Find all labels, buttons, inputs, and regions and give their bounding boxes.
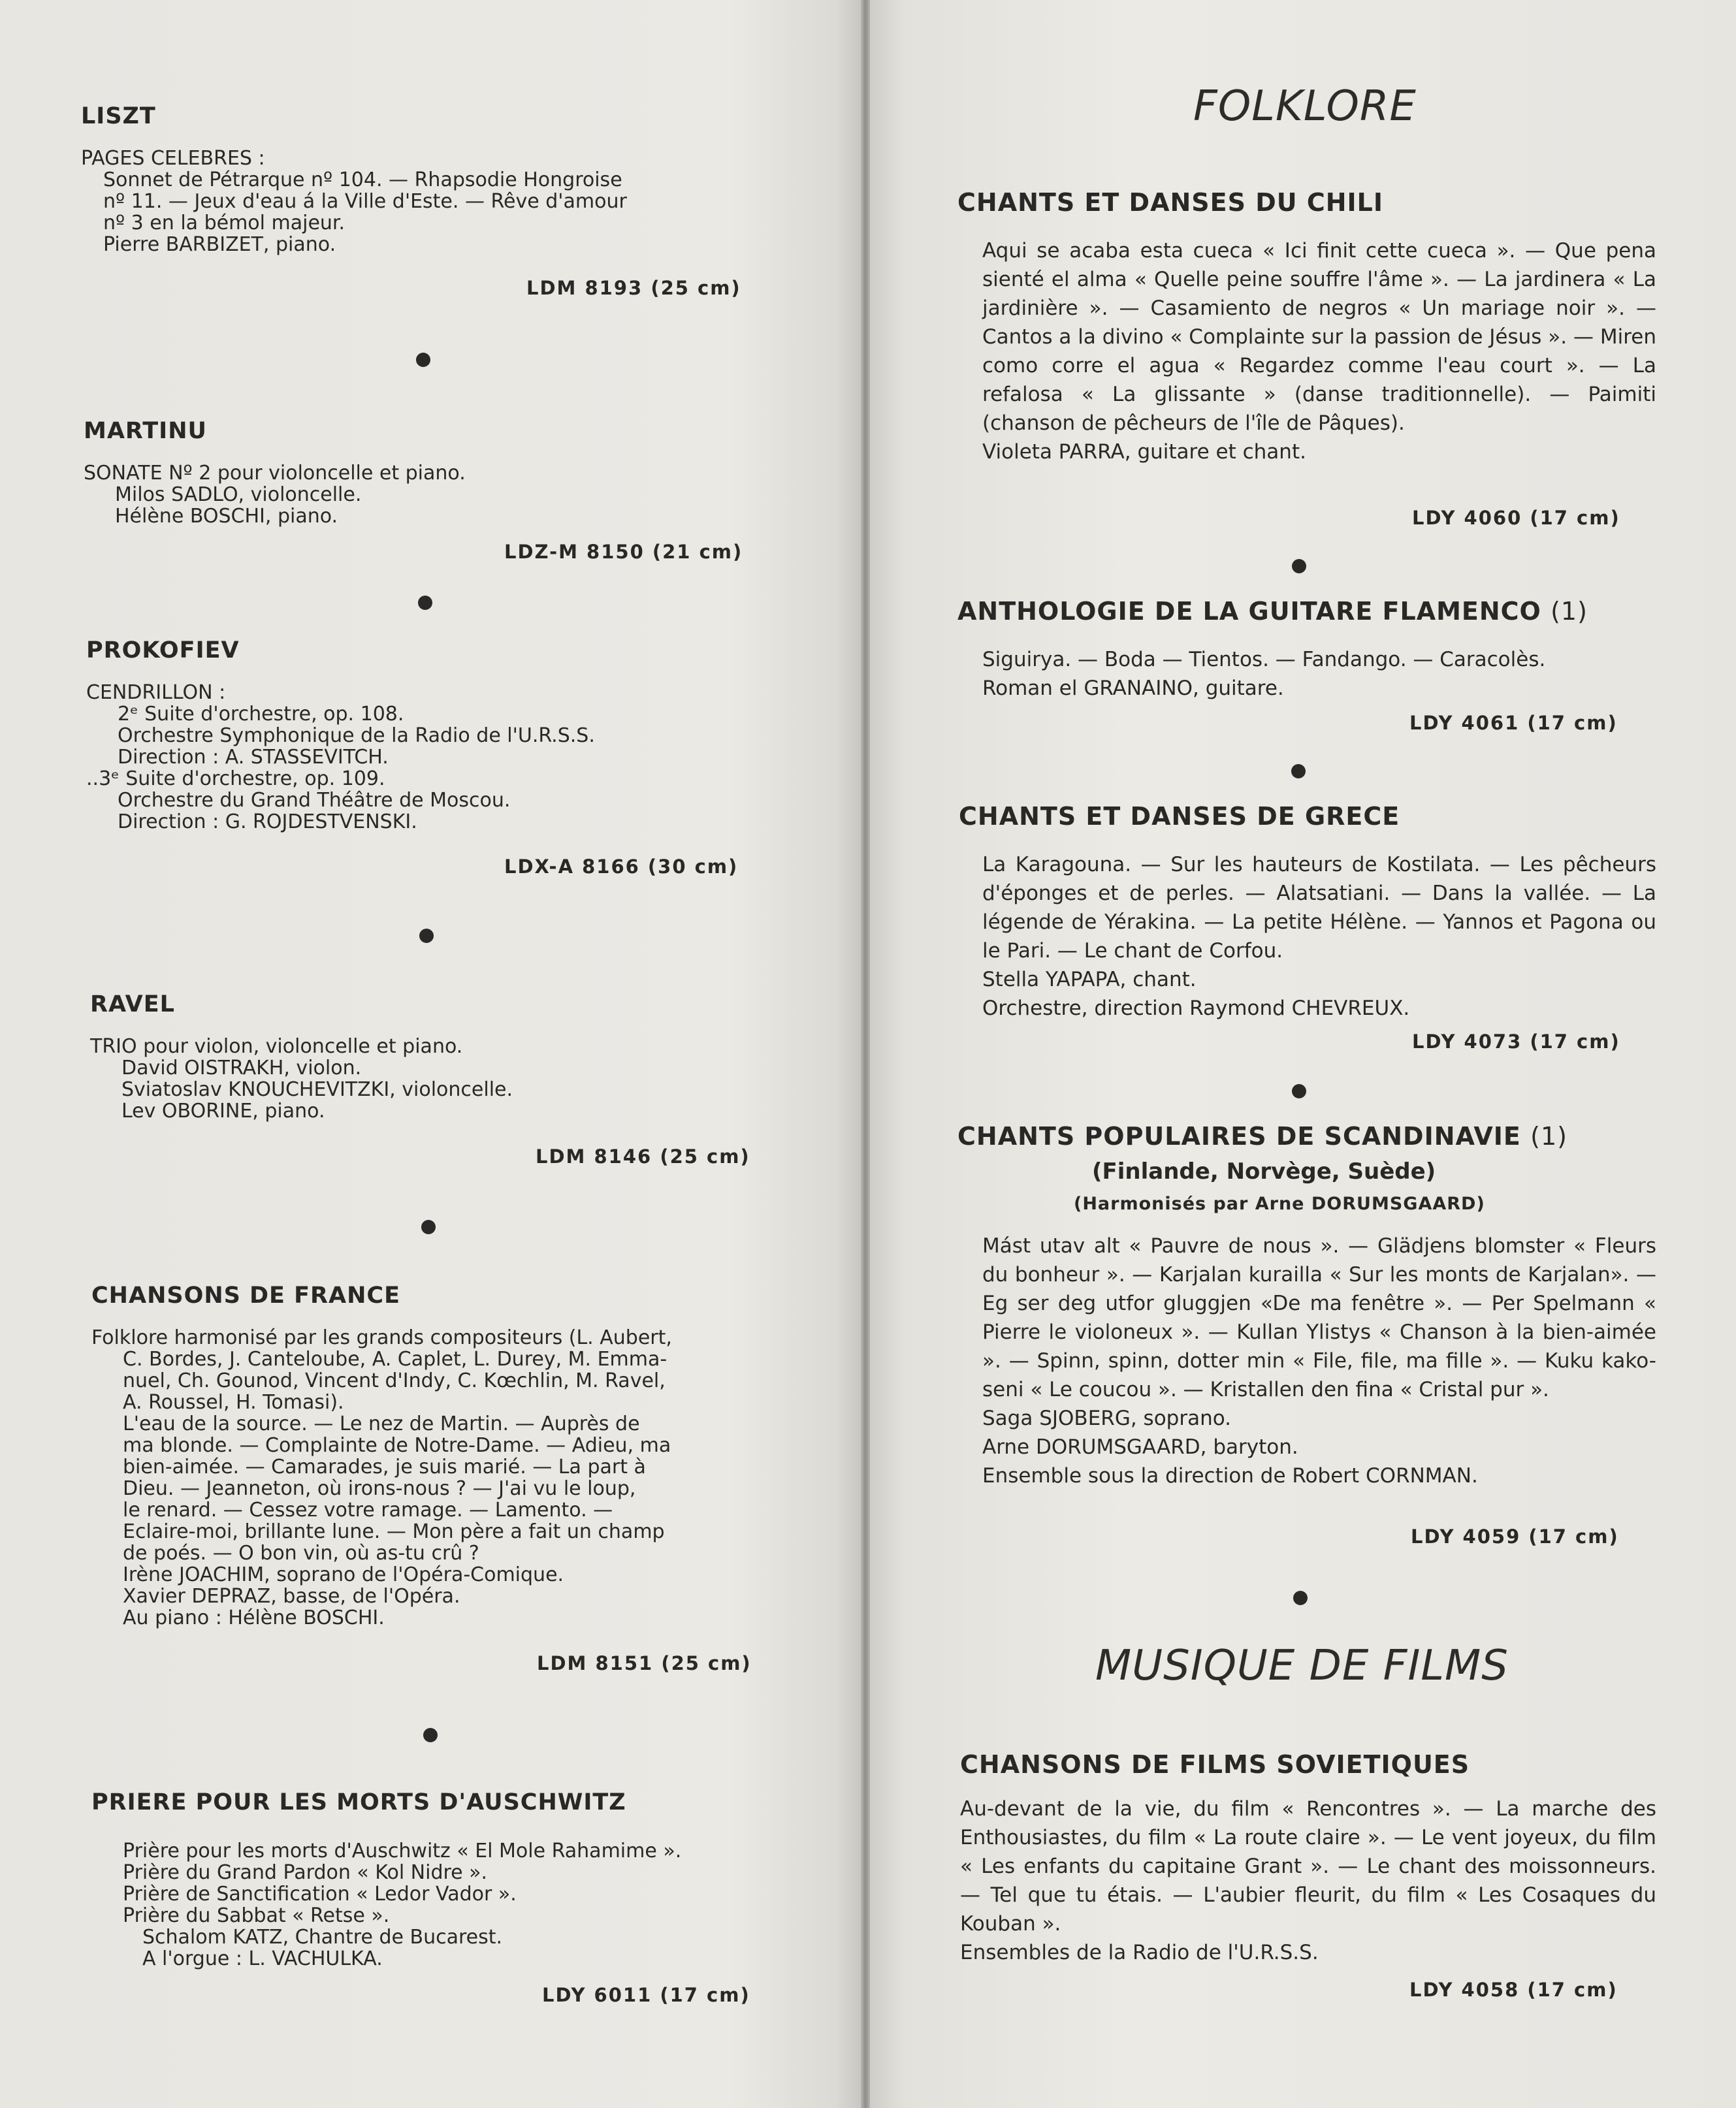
performer-line: Irène JOACHIM, soprano de l'Opéra-Comique. <box>123 1563 564 1586</box>
track-text: Au-devant de la vie, du film « Rencontres ». — La marche des Enthousiastes, du film « La route claire ». — Le vent joyeux, du film « Les enfants du capitaine Grant ». — Le chant des moissonneurs. — Tel que tu étais. — L'aubier fleurit, du film « Les Cosaques du Kouban ». <box>960 1797 1656 1936</box>
entry-lines <box>84 462 776 527</box>
separator-dot <box>423 1728 438 1742</box>
separator-dot <box>416 353 430 367</box>
track-list <box>982 645 1656 703</box>
performer-line: Roman el GRANAINO, guitare. <box>982 677 1284 700</box>
separator-dot <box>1291 764 1306 778</box>
work-line: A. Roussel, H. Tomasi). <box>123 1391 344 1414</box>
performer-line: Saga SJOBERG, soprano. <box>982 1407 1232 1430</box>
catalog-number: LDY 4061 (17 cm) <box>1409 712 1618 734</box>
work-line: de poés. — O bon vin, où as-tu crû ? <box>123 1542 479 1565</box>
page-gutter <box>861 0 870 2108</box>
work-line: 2ᵉ Suite d'orchestre, op. 108. <box>118 703 404 726</box>
composer-name: MARTINU <box>84 418 207 444</box>
entry-lines <box>91 1327 784 1629</box>
work-line: Prière du Grand Pardon « Kol Nidre ». <box>123 1861 488 1884</box>
performer-line: Milos SADLO, violoncelle. <box>115 483 362 506</box>
performer-line: Au piano : Hélène BOSCHI. <box>123 1606 385 1629</box>
work-line: nuel, Ch. Gounod, Vincent d'Indy, C. Kœchlin, M. Ravel, <box>123 1369 666 1392</box>
composer-name: CHANSONS DE FRANCE <box>91 1283 400 1309</box>
performer-line: Direction : G. ROJDESTVENSKI. <box>118 810 417 833</box>
performer-line: Orchestre, direction Raymond CHEVREUX. <box>982 997 1410 1020</box>
entry-prokofiev <box>86 637 779 833</box>
work-line: C. Bordes, J. Canteloube, A. Caplet, L. Durey, M. Emma- <box>123 1348 667 1371</box>
performer-line: Stella YAPAPA, chant. <box>982 968 1197 991</box>
entry-lines <box>91 1840 810 1970</box>
composer-name: PRIERE POUR LES MORTS D'AUSCHWITZ <box>91 1789 626 1815</box>
catalog-number: LDM 8146 (25 cm) <box>536 1145 750 1168</box>
album-title <box>957 1122 1567 1151</box>
section-title-folklore: FOLKLORE <box>1193 82 1417 131</box>
separator-dot <box>419 929 434 943</box>
work-line: Sonnet de Pétrarque nº 104. — Rhapsodie Hongroise <box>103 168 622 191</box>
performer-line: Xavier DEPRAZ, basse, de l'Opéra. <box>123 1585 460 1608</box>
entry-lines <box>86 682 779 833</box>
performer-line: Violeta PARRA, guitare et chant. <box>982 440 1306 464</box>
album-title-text: ANTHOLOGIE DE LA GUITARE FLAMENCO <box>957 597 1541 626</box>
track-list <box>982 1232 1656 1490</box>
entry-martinu <box>84 418 776 527</box>
catalog-number: LDZ-M 8150 (21 cm) <box>504 541 743 563</box>
composer-name: LISZT <box>81 103 156 129</box>
entry-priere-auschwitz <box>91 1789 810 1970</box>
performer-line: Orchestre Symphonique de la Radio de l'U.R.S.S. <box>118 724 595 747</box>
work-line: nº 11. — Jeux d'eau á la Ville d'Este. — Rêve d'amour <box>103 190 627 213</box>
performer-line: Arne DORUMSGAARD, baryton. <box>982 1435 1298 1459</box>
entry-liszt <box>81 103 773 255</box>
track-list <box>982 236 1656 466</box>
composer-name: PROKOFIEV <box>86 637 240 663</box>
album-title: CHANTS ET DANSES DE GRECE <box>959 802 1400 831</box>
entry-lines <box>81 148 773 255</box>
work-line: Dieu. — Jeanneton, où irons-nous ? — J'ai vu le loup, <box>123 1477 636 1500</box>
performer-line: Schalom KATZ, Chantre de Bucarest. <box>142 1926 503 1949</box>
separator-dot <box>418 596 432 610</box>
performer-line: Ensembles de la Radio de l'U.R.S.S. <box>960 1941 1319 1964</box>
work-title: CENDRILLON : <box>86 681 226 704</box>
track-list <box>982 850 1656 1023</box>
entry-flamenco <box>957 597 1588 626</box>
album-subtitle: (Finlande, Norvège, Suède) <box>1092 1158 1436 1185</box>
catalog-number: LDY 4059 (17 cm) <box>1411 1525 1619 1548</box>
work-line: L'eau de la source. — Le nez de Martin. — Auprès de <box>123 1413 640 1435</box>
track-text: Mást utav alt « Pauvre de nous ». — Glädjens blomster « Fleurs du bonheur ». — Karjalan kurailla « Sur les monts de Karjalan». — Eg ser deg utfor gluggjen «De ma fenêtre ». — Per Spelmann « Pierre le violoneux ». — Kullan Ylistys « Chanson à la bien-aimée ». — Spinn, spinn, dotter min « File, file, ma fille ». — Kuku kako-seni « Le coucou ». — Kristallen den fina « Cristal pur ». <box>982 1234 1656 1401</box>
catalog-number: LDM 8193 (25 cm) <box>526 277 741 299</box>
performer-line: David OISTRAKH, violon. <box>121 1057 362 1079</box>
catalog-number: LDY 4073 (17 cm) <box>1412 1030 1620 1053</box>
performer-line: Lev OBORINE, piano. <box>121 1100 325 1123</box>
work-line: Prière pour les morts d'Auschwitz « El Mole Rahamime ». <box>123 1840 682 1862</box>
separator-dot <box>421 1220 436 1234</box>
work-line: ..3ᵉ Suite d'orchestre, op. 109. <box>86 767 385 790</box>
track-list <box>960 1795 1656 1967</box>
entry-grece <box>959 802 1400 831</box>
album-title: CHANSONS DE FILMS SOVIETIQUES <box>960 1750 1470 1779</box>
section-title-films: MUSIQUE DE FILMS <box>1095 1642 1509 1690</box>
work-line: Prière du Sabbat « Retse ». <box>123 1904 390 1927</box>
work-line: ma blonde. — Complainte de Notre-Dame. — Adieu, ma <box>123 1434 671 1457</box>
catalog-number: LDM 8151 (25 cm) <box>537 1652 752 1674</box>
album-title <box>957 597 1588 626</box>
separator-dot <box>1292 1084 1306 1098</box>
album-arranger: (Harmonisés par Arne DORUMSGAARD) <box>1074 1194 1485 1214</box>
track-text: Siguirya. — Boda — Tientos. — Fandango. — Caracolès. <box>982 648 1546 671</box>
catalog-number: LDX-A 8166 (30 cm) <box>504 855 739 878</box>
entry-ravel <box>90 991 782 1122</box>
separator-dot <box>1293 1591 1308 1605</box>
performer-line: Direction : A. STASSEVITCH. <box>118 746 389 769</box>
work-line: nº 3 en la bémol majeur. <box>103 212 346 234</box>
right-page <box>870 0 1736 2108</box>
work-line: Eclaire-moi, brillante lune. — Mon père a fait un champ <box>123 1520 665 1543</box>
composer-name: RAVEL <box>90 991 175 1017</box>
catalog-number: LDY 6011 (17 cm) <box>542 1984 750 2006</box>
performer-line: Orchestre du Grand Théâtre de Moscou. <box>118 789 511 812</box>
work-title: PAGES CELEBRES : <box>81 147 265 170</box>
catalog-number: LDY 4058 (17 cm) <box>1409 1979 1618 2001</box>
entry-scandinavie <box>957 1122 1567 1151</box>
performer-line: A l'orgue : L. VACHULKA. <box>142 1947 383 1970</box>
entry-films-sovietiques <box>960 1750 1470 1779</box>
work-title: TRIO pour violon, violoncelle et piano. <box>90 1035 463 1058</box>
work-line: bien-aimée. — Camarades, je suis marié. — La part à <box>123 1456 646 1478</box>
entry-chili <box>957 188 1663 217</box>
entry-lines <box>90 1036 782 1122</box>
performer-line: Ensemble sous la direction de Robert CORNMAN. <box>982 1464 1478 1488</box>
performer-line: Pierre BARBIZET, piano. <box>103 233 336 256</box>
performer-line: Hélène BOSCHI, piano. <box>115 505 338 528</box>
catalog-number: LDY 4060 (17 cm) <box>1412 507 1620 529</box>
entry-chansons-de-france <box>91 1283 784 1629</box>
separator-dot <box>1292 559 1306 573</box>
track-text: La Karagouna. — Sur les hauteurs de Kostilata. — Les pêcheurs d'éponges et de perles. — Alatsatiani. — Dans la vallée. — La légende de Yérakina. — La petite Hélène. — Yannos et Pagona ou le Pari. — Le chant de Corfou. <box>982 853 1656 963</box>
work-line: Prière de Sanctification « Ledor Vador ». <box>123 1883 517 1906</box>
album-title-note: (1) <box>1551 597 1588 626</box>
track-text: Aqui se acaba esta cueca « Ici finit cette cueca ». — Que pena sienté el alma « Quelle peine souffre l'âme ». — La jardinera « La jardinière ». — Casamiento de negros « Un mariage noir ». — Cantos a la divino « Complainte sur la passion de Jésus ». — Miren como corre el agua « Regardez comme l'eau court ». — La refalosa « La glissante » (danse traditionnelle). — Paimiti (chanson de pêcheurs de l'île de Pâques). <box>982 239 1656 435</box>
work-line: Folklore harmonisé par les grands compositeurs (L. Aubert, <box>91 1326 672 1349</box>
performer-line: Sviatoslav KNOUCHEVITZKI, violoncelle. <box>121 1078 513 1101</box>
album-title-text: CHANTS POPULAIRES DE SCANDINAVIE <box>957 1122 1521 1151</box>
work-line: le renard. — Cessez votre ramage. — Lamento. — <box>123 1499 613 1522</box>
album-title: CHANTS ET DANSES DU CHILI <box>957 188 1384 217</box>
album-title-note: (1) <box>1530 1122 1567 1151</box>
left-page <box>0 0 861 2108</box>
work-title: SONATE Nº 2 pour violoncelle et piano. <box>84 462 466 485</box>
